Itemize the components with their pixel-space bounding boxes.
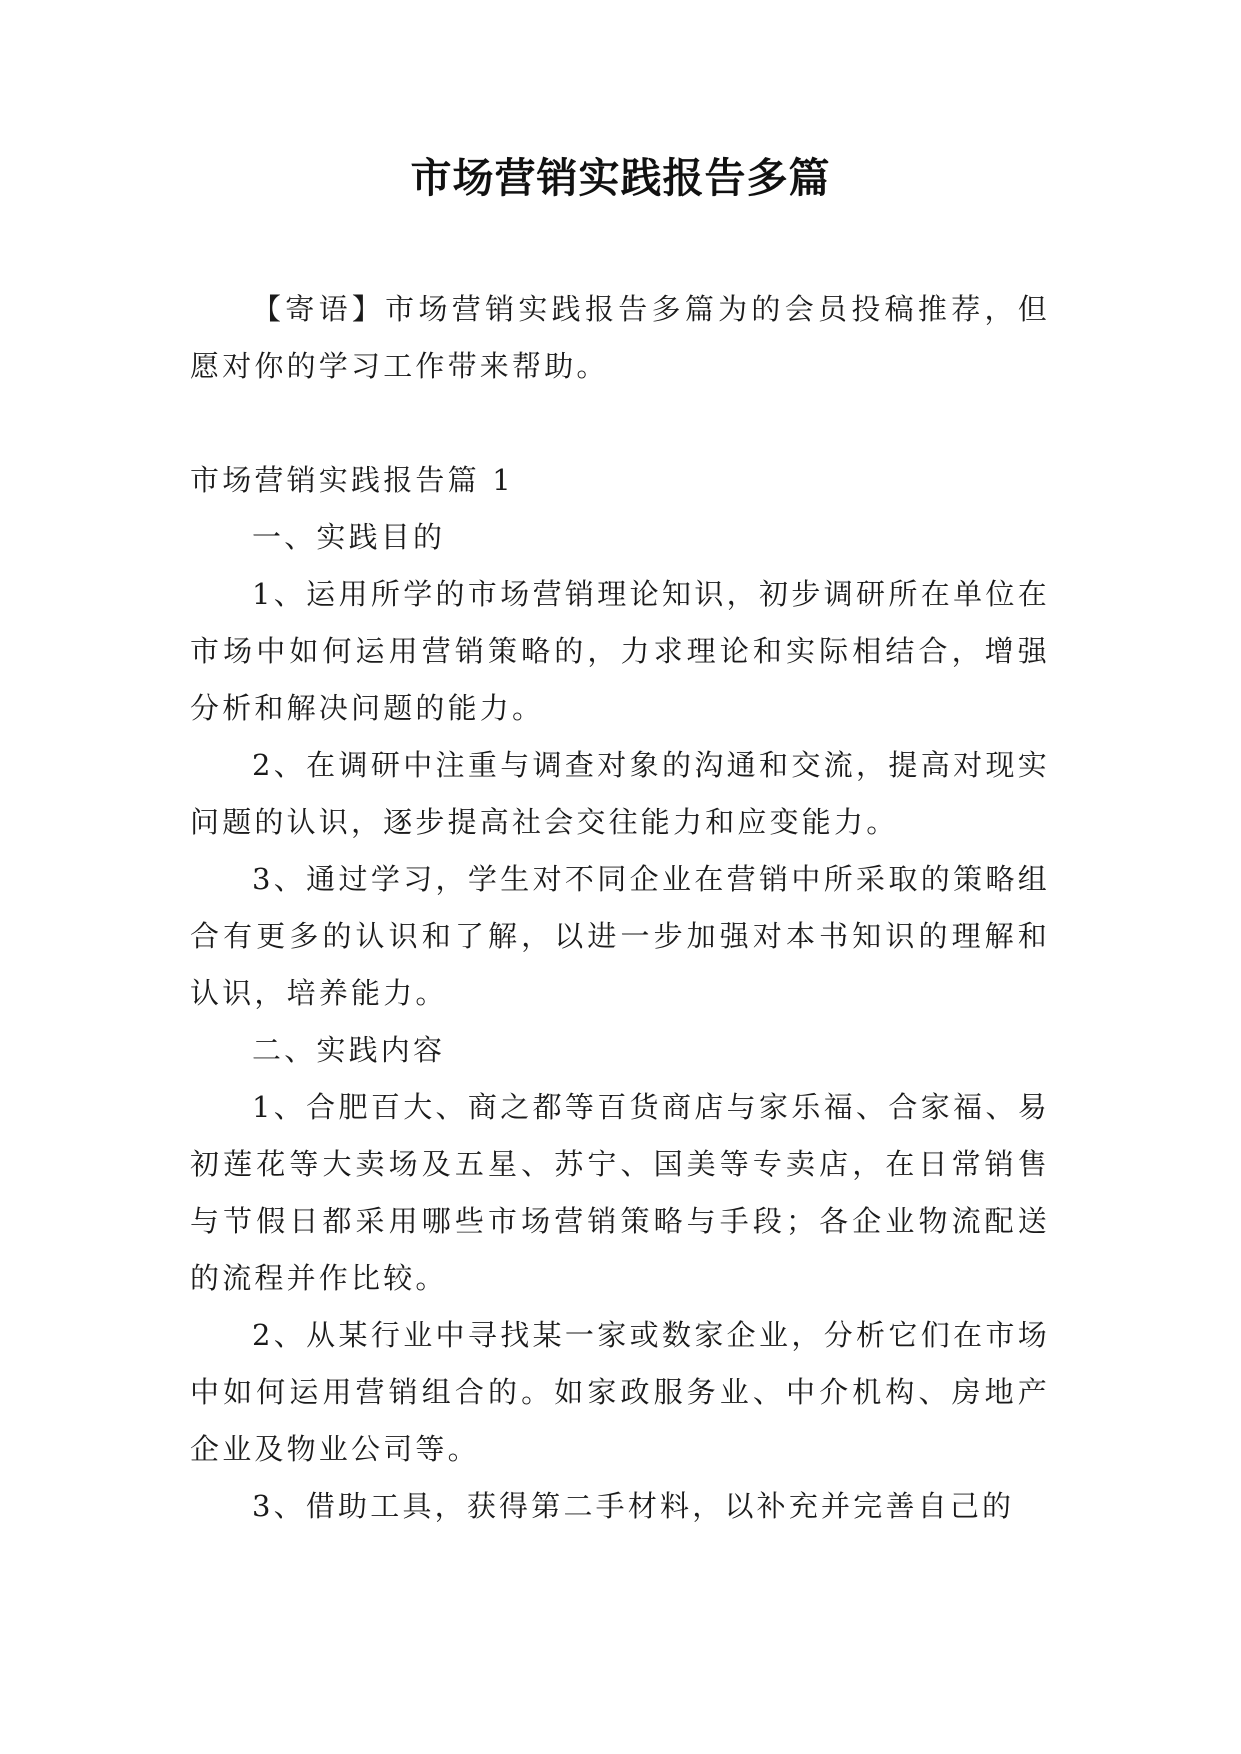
document-body [190,281,1050,1535]
document-title: 市场营销实践报告多篇 [410,154,831,202]
part1-item-2: 2、在调研中注重与调查对象的沟通和交流，提高对现实问题的认识，逐步提高社会交往能力和应变能力。 [190,748,1050,839]
part2-item-3: 3、借助工具，获得第二手材料，以补充并完善自己的 [252,1489,1015,1523]
part2-item-1: 1、合肥百大、商之都等百货商店与家乐福、合家福、易初莲花等大卖场及五星、苏宁、国美等专卖店，在日常销售与节假日都采用哪些市场营销策略与手段；各企业物流配送的流程并作比较。 [190,1090,1050,1295]
part2-item-2: 2、从某行业中寻找某一家或数家企业，分析它们在市场中如何运用营销组合的。如家政服务业、中介机构、房地产企业及物业公司等。 [190,1318,1050,1466]
part1-item-1: 1、运用所学的市场营销理论知识，初步调研所在单位在市场中如何运用营销策略的，力求理论和实际相结合，增强分析和解决问题的能力。 [190,577,1050,725]
part1-heading: 一、实践目的 [252,520,446,554]
intro-paragraph: 【寄语】市场营销实践报告多篇为的会员投稿推荐，但愿对你的学习工作带来帮助。 [190,292,1050,383]
part1-item-3: 3、通过学习，学生对不同企业在营销中所采取的策略组合有更多的认识和了解，以进一步加强对本书知识的理解和认识，培养能力。 [190,862,1050,1010]
part2-heading: 二、实践内容 [252,1033,446,1067]
section-heading: 市场营销实践报告篇 1 [190,463,514,497]
